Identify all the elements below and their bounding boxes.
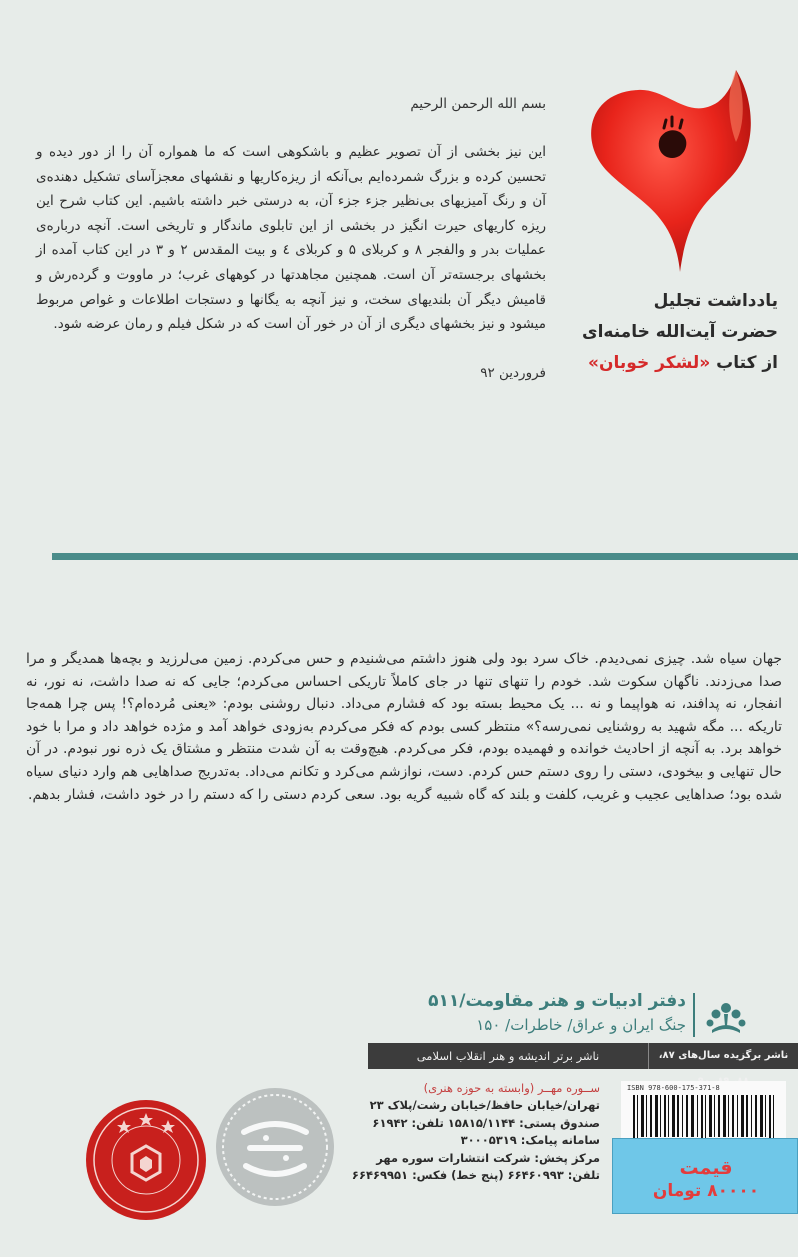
side-title xyxy=(548,286,778,379)
series-title: دفتر ادبیات و هنر مقاومت/۵۱۱ xyxy=(428,991,686,1011)
side-title-line3 xyxy=(548,348,778,379)
publisher-po-box: صندوق پستی: ۱۵۸۱۵/۱۱۴۴ تلفن: ۶۱۹۴۲ xyxy=(372,1115,600,1130)
side-title-line2: حضرت آیت‌الله خامنه‌ای xyxy=(582,322,778,342)
publisher-distribution: مرکز پخش: شرکت انتشارات سوره مهر xyxy=(376,1150,600,1165)
silver-books-badge-icon xyxy=(214,1086,336,1208)
award-tagline: ناشر برتر اندیشه و هنر انقلاب اسلامی xyxy=(416,1049,600,1063)
isbn-label: ISBN 978-600-175-371-8 xyxy=(627,1084,720,1092)
price-sticker xyxy=(612,1138,798,1214)
price-value: ۸۰۰۰۰ تومان xyxy=(652,1181,760,1201)
series-info xyxy=(366,988,686,1036)
side-title-prefix: از کتاب xyxy=(710,353,778,373)
blurb-date: فروردین ۹۲ xyxy=(480,364,546,381)
publisher-name: ســوره مهــر (وابسته به حوزه هنری) xyxy=(423,1081,600,1095)
book-name: «لشکر خوبان» xyxy=(588,353,711,373)
barcode-image xyxy=(631,1095,779,1141)
publisher-sms: سامانه پیامک: ۳۰۰۰۵۳۱۹ xyxy=(460,1133,600,1147)
side-title-line1: یادداشت تجلیل xyxy=(653,291,778,311)
book-excerpt: جهان سیاه شد. چیزی نمی‌دیدم. خاک سرد بود ولی هنوز داشتم می‌شنیدم و حس می‌کردم. زمین می‌لرزید و بچه‌ها همدیگر و مرا صدا می‌زدند. ناگهان سکوت شد. خودم را تنهای تنها در جای کاملاً تاریکی احساس می‌کردم؛ جایی که نه صدا داشت، نه نور، نه انفجار، نه پدافند، نه هواپیما و نه ... یک محیط بسته بود که فشارم می‌داد. دنبال روشنی بودم: «یعنی مُرده‌ام؟! پس چرا همه‌جا تاریکه ... مگه شهید به روشنایی نمی‌رسه؟» منتظر کسی بودم که فکر می‌کردم به‌زودی خواهد آمد و مژده خواهد داد و مرا با خود خواهد برد. به آنچه از احادیث خوانده و فهمیده بودم، فکر می‌کردم. هیچ‌وقت به آن شدت منتظر و مشتاق یک ذره نور نبودم. در آن حال تنهایی و بیخودی، دستی را روی دستم حس کردم. دست، نوازشم می‌کرد و تکانم می‌داد. به‌تدریج صداهایی هم وارد دنیای سیاه شده بود؛ صداهایی عجیب و غریب، کلفت و بلند که گاه شبیه گریه بود. سعی کردم دستی را که دستم را در خود داشت، فشار بدهم. xyxy=(26,651,782,803)
sooreh-mehr-seal-icon xyxy=(84,1098,208,1222)
poppy-flower-image xyxy=(568,62,768,277)
publisher-address: تهران/خیابان حافظ/خیابان رشت/پلاک ۲۳ xyxy=(369,1098,600,1112)
publisher-info xyxy=(344,1080,600,1185)
series-separator xyxy=(693,993,695,1037)
section-divider xyxy=(52,553,798,560)
bismillah: بسم الله الرحمن الرحیم xyxy=(410,96,546,112)
price-label: قیمت xyxy=(679,1157,733,1179)
award-banner xyxy=(368,1043,798,1069)
award-years: ناشر برگزیده سال‌های ۸۷، xyxy=(648,1043,798,1069)
publisher-logo-icon xyxy=(704,996,748,1036)
blurb-body: این نیز بخشی از آن تصویر عظیم و باشکوهی است که ما همواره آن را از دور دیده و تحسین کرده و بزرگ شمرده‌ایم بی‌آنکه از ریزه‌کاریها و نقشهای معجزآسای تشکیل دهنده‌ی آن و رنگ آمیزیهای بی‌نظیر جزء جزء آن، به درستی خبر داشته باشیم. این کتاب شرح این ریزه کاریهای حیرت انگیز در بخشی از این تابلوی ماندگار و تاریخی است. آنچه درباره‌ی عملیات بدر و والفجر ۸ و کربلای ۵ و کربلای ٤ و بیت المقدس ۲ و ۳ در این کتاب آمده از بخشهای برجسته‌تر آن است. همچنین مجاهدتها در کوههای غرب؛ در ماووت و گرده‌رش و قامیش دیگر آن بلندیهای سخت، و نیز آنچه به یگانها و دستجات اطلاعات و غواص مربوط میشود و نیز بخشهای دیگری از آن در خور آن است که در شکل فیلم و رمان عرضه شود. xyxy=(36,144,546,333)
series-subtitle: جنگ ایران و عراق/ خاطرات/ ۱۵۰ xyxy=(476,1016,686,1034)
leader-note-blurb xyxy=(36,96,546,381)
publisher-phone: تلفن: ۶۶۴۶۰۹۹۳ (پنج خط) فکس: ۶۶۴۶۹۹۵۱ xyxy=(351,1168,600,1182)
